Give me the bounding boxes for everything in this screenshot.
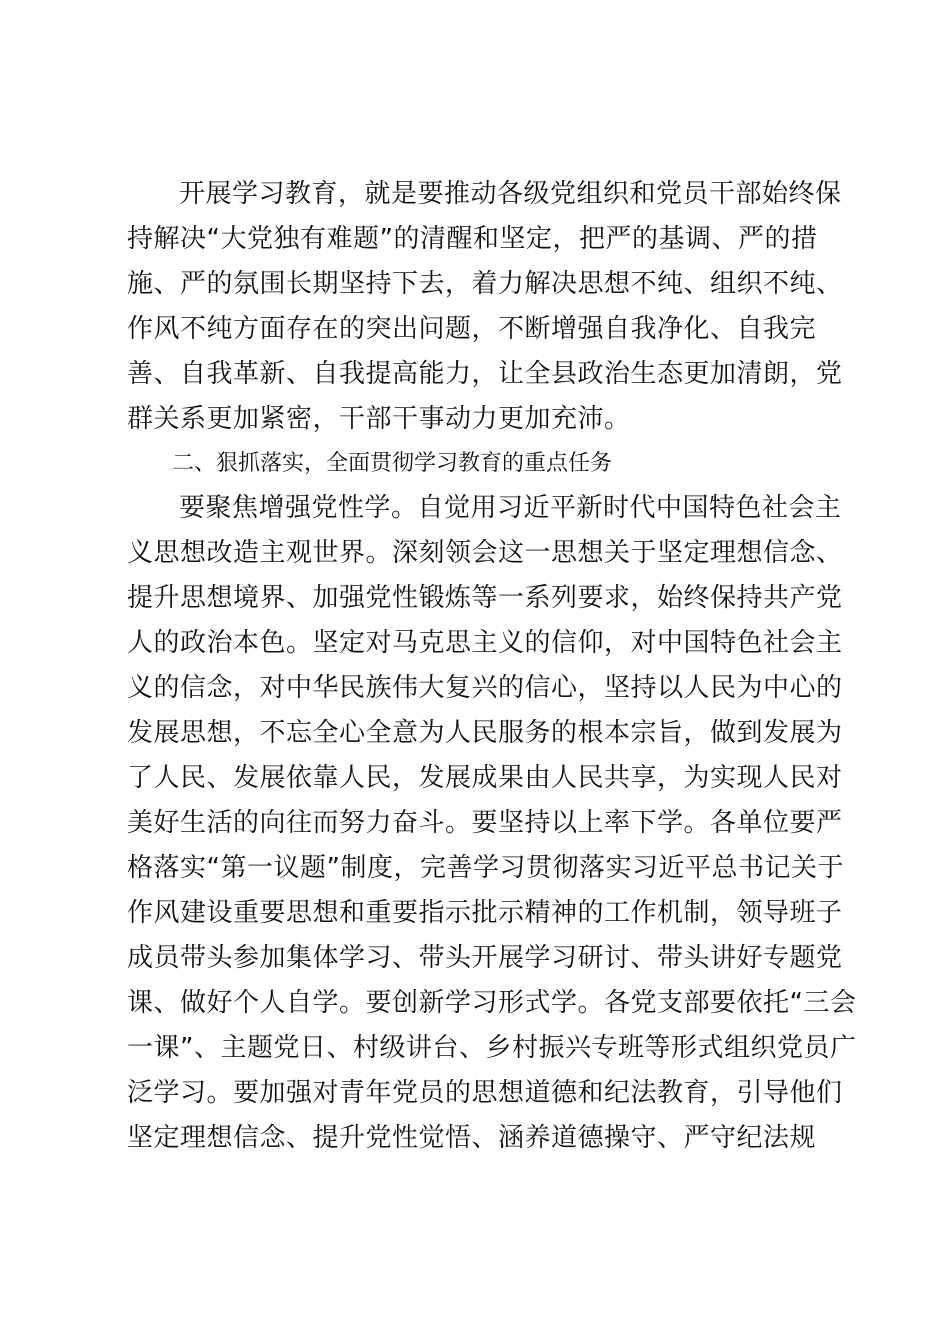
- paragraph-2-line: 提升思想境界、加强党性锻炼等一系列要求，始终保持共产党: [127, 583, 843, 613]
- paragraph-2-line: 要聚焦增强党性学。自觉用习近平新时代中国特色社会主: [179, 493, 842, 523]
- paragraph-2-line: 作风建设重要思想和重要指示批示精神的工作机制，领导班子: [127, 898, 843, 928]
- paragraph-2-line: 了人民、发展依靠人民，发展成果由人民共享，为实现人民对: [127, 763, 843, 793]
- paragraph-1-line: 持解决“大党独有难题”的清醒和坚定，把严的基调、严的措: [127, 224, 818, 254]
- paragraph-1-line: 群关系更加紧密，干部干事动力更加充沛。: [127, 404, 631, 434]
- paragraph-2-line: 一课”、主题党日、村级讲台、乡村振兴专班等形式组织党员广: [127, 1033, 857, 1063]
- paragraph-2-line: 发展思想，不忘全心全意为人民服务的根本宗旨，做到发展为: [127, 718, 843, 748]
- paragraph-2-line: 义的信念，对中华民族伟大复兴的信心，坚持以人民为中心的: [127, 673, 843, 703]
- paragraph-2-line: 课、做好个人自学。要创新学习形式学。各党支部要依托“三会: [127, 988, 857, 1018]
- paragraph-2-line: 格落实“第一议题”制度，完善学习贯彻落实习近平总书记关于: [127, 853, 844, 883]
- paragraph-2-line: 成员带头参加集体学习、带头开展学习研讨、带头讲好专题党: [127, 943, 843, 973]
- paragraph-1: [127, 172, 843, 442]
- paragraph-2-line: 义思想改造主观世界。深刻领会这一思想关于坚定理想信念、: [127, 538, 843, 568]
- paragraph-1-line: 作风不纯方面存在的突出问题，不断增强自我净化、自我完: [127, 314, 817, 344]
- paragraph-2: [127, 486, 857, 1161]
- paragraph-1-line: 开展学习教育，就是要推动各级党组织和党员干部始终保: [179, 179, 842, 209]
- paragraph-2-line: 泛学习。要加强对青年党员的思想道德和纪法教育，引导他们: [127, 1078, 843, 1108]
- section-heading: 二、狠抓落实，全面贯彻学习教育的重点任务: [172, 451, 613, 476]
- paragraph-1-line: 施、严的氛围长期坚持下去，着力解决思想不纯、组织不纯、: [127, 269, 843, 299]
- paragraph-2-line: 坚定理想信念、提升党性觉悟、涵养道德操守、严守纪法规: [127, 1123, 817, 1153]
- paragraph-2-line: 人的政治本色。坚定对马克思主义的信仰，对中国特色社会主: [127, 628, 843, 658]
- paragraph-2-line: 美好生活的向往而努力奋斗。要坚持以上率下学。各单位要严: [127, 808, 843, 838]
- paragraph-1-line: 善、自我革新、自我提高能力，让全县政治生态更加清朗，党: [127, 359, 843, 389]
